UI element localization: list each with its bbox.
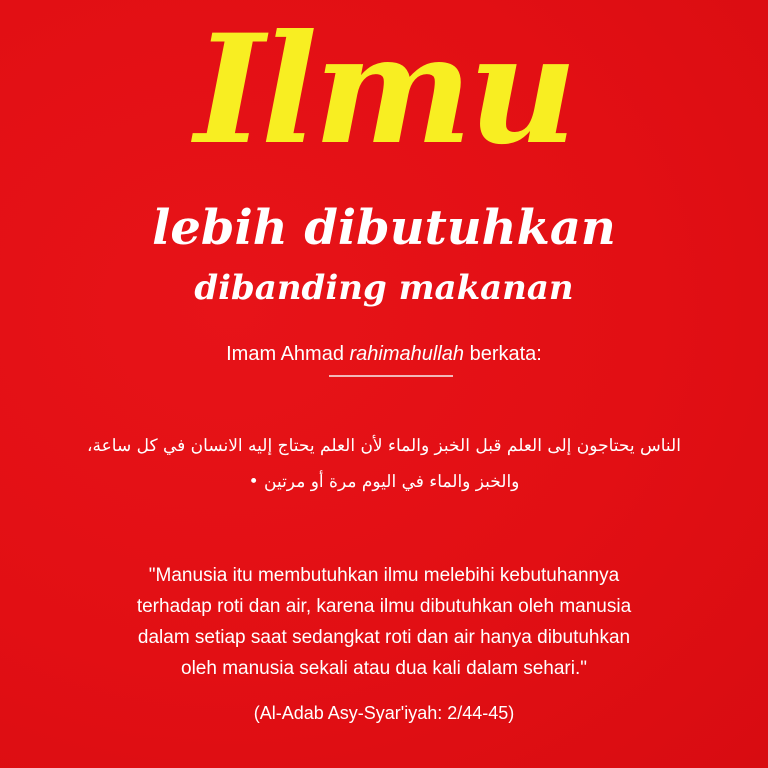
- translation-line-4: oleh manusia sekali atau dua kali dalam sehari.": [181, 658, 587, 679]
- arabic-quote-line-1: الناس يحتاجون إلى العلم قبل الخبز والماء لأن العلم يحتاج إليه الانسان في كل ساعة،: [87, 436, 681, 456]
- subtitle-line-1: lebih dibutuhkan: [152, 200, 616, 256]
- divider: [329, 375, 453, 377]
- source-citation: (Al-Adab Asy-Syar'iyah: 2/44-45): [253, 703, 515, 723]
- poster-title: Ilmu: [194, 2, 574, 178]
- attribution-prefix: Imam Ahmad: [226, 343, 344, 365]
- subtitle-line-2: dibanding makanan: [194, 268, 574, 308]
- attribution: [0, 341, 768, 367]
- translation-line-1: "Manusia itu membutuhkan ilmu melebihi kebutuhannya: [148, 565, 620, 586]
- arabic-quote-line-2: والخبز والماء في اليوم مرة أو مرتين •: [248, 472, 520, 492]
- arabic-quote: [60, 428, 708, 500]
- translation-quote: [40, 560, 728, 684]
- translation-line-3: dalam setiap saat sedangkat roti dan air hanya dibutuhkan: [137, 627, 631, 648]
- translation-line-2: terhadap roti dan air, karena ilmu dibutuhkan oleh manusia: [136, 596, 632, 617]
- attribution-honorific: rahimahullah: [349, 343, 465, 365]
- attribution-suffix: berkata:: [469, 343, 542, 365]
